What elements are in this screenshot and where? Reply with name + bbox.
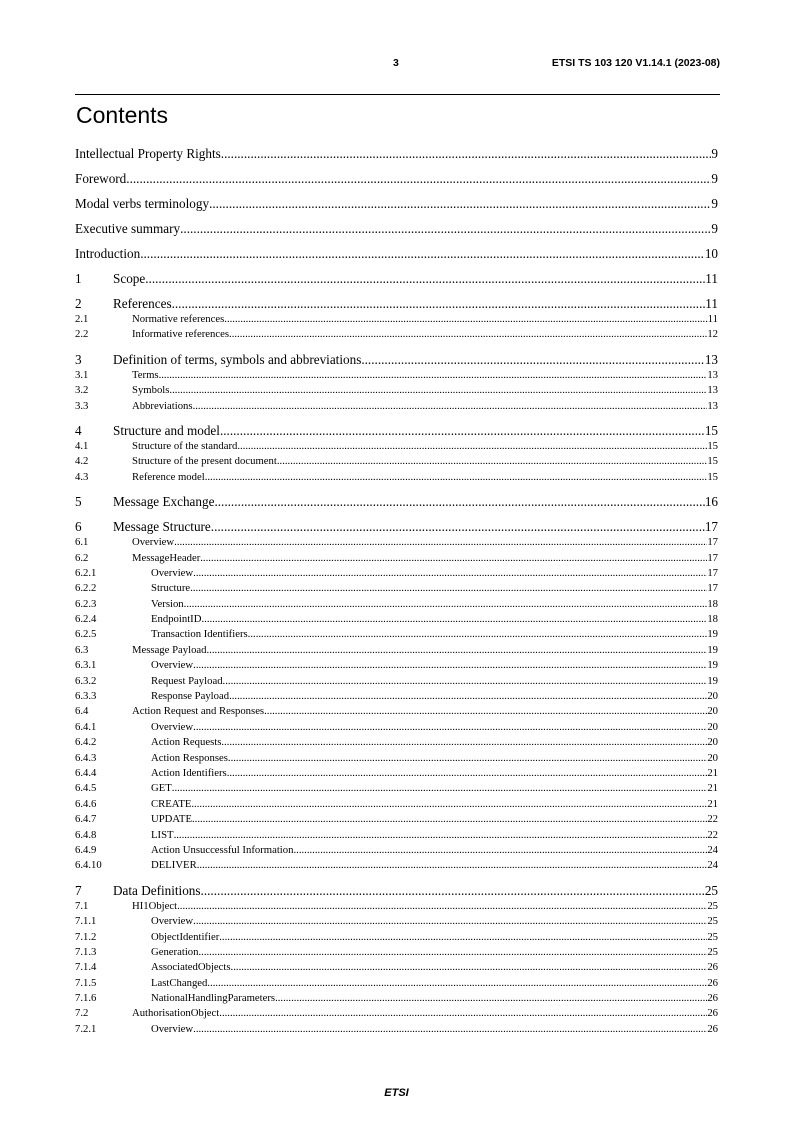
toc-dot-leader: [198, 946, 707, 958]
toc-entry[interactable]: [75, 844, 718, 859]
toc-dot-leader: [223, 675, 708, 687]
toc-entry-title: Request Payload: [151, 674, 223, 687]
toc-entry-page: 25: [704, 882, 718, 898]
toc-entry-page: 17: [704, 519, 718, 535]
toc-entry-page: 20: [707, 690, 718, 703]
toc-dot-leader: [193, 1023, 707, 1035]
toc-entry[interactable]: [75, 146, 718, 163]
toc-entry[interactable]: [75, 1007, 718, 1022]
toc-entry[interactable]: [75, 369, 718, 384]
toc-entry[interactable]: [75, 721, 718, 736]
toc-entry-title: Executive summary: [75, 221, 181, 236]
toc-dot-leader: [211, 519, 705, 535]
toc-entry[interactable]: [75, 644, 718, 659]
toc-entry-page: 13: [707, 399, 718, 412]
toc-dot-leader: [275, 992, 707, 1004]
toc-entry-number: 7: [75, 882, 82, 898]
toc-dot-leader: [197, 859, 708, 871]
toc-entry-number: 6.1: [75, 536, 89, 549]
toc-dot-leader: [227, 767, 708, 779]
toc-entry-number: 6.2.5: [75, 628, 97, 641]
toc-entry-number: 6.2.1: [75, 566, 97, 579]
toc-dot-leader: [174, 829, 708, 841]
toc-entry-title: Action Unsuccessful Information: [151, 843, 294, 856]
toc-entry-page: 15: [707, 439, 718, 452]
toc-entry-title: Overview: [151, 915, 194, 928]
toc-dot-leader: [201, 613, 707, 625]
toc-entry-title: Overview: [132, 536, 175, 549]
toc-entry-title: AuthorisationObject: [132, 1007, 220, 1020]
toc-entry-title: Overview: [151, 659, 194, 672]
toc-entry-title: Foreword: [75, 171, 127, 186]
toc-dot-leader: [159, 369, 708, 381]
toc-dot-leader: [219, 931, 707, 943]
toc-entry-number: 6.2: [75, 551, 89, 564]
toc-dot-leader: [184, 598, 708, 610]
toc-entry-title: Data Definitions: [113, 882, 201, 898]
toc-entry[interactable]: [75, 628, 718, 643]
toc-entry-title: Transaction Identifiers: [151, 628, 248, 641]
toc-entry-page: 21: [707, 797, 718, 810]
toc-entry-page: 21: [707, 766, 718, 779]
toc-entry-title: ObjectIdentifier: [151, 930, 220, 943]
toc-dot-leader: [231, 961, 708, 973]
toc-entry-page: 22: [707, 828, 718, 841]
toc-entry[interactable]: [75, 271, 718, 288]
toc-entry-number: 5: [75, 494, 82, 510]
toc-entry-title: Overview: [151, 566, 194, 579]
toc-entry-title: LastChanged: [151, 976, 208, 989]
toc-entry-number: 7.1.3: [75, 945, 97, 958]
toc-entry-page: 9: [711, 146, 718, 161]
toc-entry-title: Definition of terms, symbols and abbreviations: [113, 351, 362, 367]
toc-entry[interactable]: [75, 352, 718, 369]
toc-entry[interactable]: [75, 690, 718, 705]
toc-entry-title: Structure and model: [113, 422, 220, 438]
toc-entry-number: 3: [75, 351, 82, 367]
toc-entry-page: 26: [707, 976, 718, 989]
toc-entry-number: 6.4.7: [75, 813, 97, 826]
toc-entry-title: Introduction: [75, 246, 141, 261]
toc-entry-number: 4.1: [75, 439, 89, 452]
toc-entry-page: 26: [707, 1007, 718, 1020]
toc-entry-title: Generation: [151, 945, 199, 958]
toc-entry-title: Action Request and Responses: [132, 705, 265, 718]
toc-entry-number: 7.2.1: [75, 1022, 97, 1035]
toc-entry-number: 2.1: [75, 313, 89, 325]
toc-entry-page: 25: [707, 899, 718, 912]
toc-entry-title: Message Exchange: [113, 494, 215, 510]
toc-dot-leader: [224, 313, 707, 325]
toc-dot-leader: [177, 900, 707, 912]
toc-entry[interactable]: [75, 328, 718, 343]
toc-entry-title: Version: [151, 597, 184, 610]
toc-dot-leader: [145, 271, 705, 287]
toc-entry-number: 6.4.9: [75, 843, 97, 856]
toc-entry-number: 6.2.3: [75, 597, 97, 610]
toc-entry[interactable]: [75, 246, 718, 263]
toc-entry-page: 25: [707, 915, 718, 928]
toc-dot-leader: [200, 552, 707, 564]
toc-entry[interactable]: [75, 384, 718, 399]
toc-entry-number: 4.2: [75, 455, 89, 468]
toc-entry-page: 19: [707, 628, 718, 641]
toc-entry[interactable]: [75, 598, 718, 613]
toc-entry[interactable]: [75, 552, 718, 567]
toc-entry-page: 15: [707, 455, 718, 468]
page-title: Contents: [76, 102, 169, 128]
toc-entry-page: 15: [704, 422, 718, 438]
toc-entry[interactable]: [75, 519, 718, 536]
toc-entry-number: 7.1.5: [75, 976, 97, 989]
toc-entry-number: 7.1.1: [75, 915, 97, 928]
toc-entry-number: 4: [75, 422, 82, 438]
toc-entry-title: HI1Object: [132, 899, 178, 912]
toc-entry-page: 22: [707, 813, 718, 826]
page-header: [75, 57, 720, 73]
toc-entry-title: Response Payload: [151, 690, 230, 703]
toc-entry-number: 7.1: [75, 899, 89, 912]
toc-entry-page: 20: [707, 736, 718, 749]
toc-entry-number: 6.4.5: [75, 782, 97, 795]
toc-entry-page: 12: [707, 328, 718, 341]
toc-dot-leader: [229, 690, 707, 702]
toc-entry-number: 6.3.1: [75, 659, 97, 672]
toc-entry-title: Overview: [151, 1022, 194, 1035]
toc-dot-leader: [207, 644, 708, 656]
toc-entry-number: 4.3: [75, 470, 89, 483]
toc-dot-leader: [169, 384, 707, 396]
toc-entry-number: 6.2.4: [75, 613, 97, 626]
toc-entry-page: 26: [707, 961, 718, 974]
toc-entry-title: EndpointID: [151, 613, 202, 626]
toc-entry-page: 19: [707, 659, 718, 672]
toc-entry-page: 24: [707, 843, 718, 856]
toc-entry-title: Message Structure: [113, 519, 211, 535]
toc-dot-leader: [277, 455, 707, 467]
toc-entry[interactable]: [75, 675, 718, 690]
toc-dot-leader: [248, 628, 708, 640]
toc-dot-leader: [361, 352, 704, 368]
toc-entry-page: 10: [704, 246, 718, 261]
toc-entry-title: MessageHeader: [132, 551, 201, 564]
toc-entry-title: Overview: [151, 720, 194, 733]
toc-entry-number: 6: [75, 519, 82, 535]
toc-entry[interactable]: [75, 977, 718, 992]
toc-entry-title: DELIVER: [151, 859, 197, 872]
toc-entry[interactable]: [75, 1023, 718, 1038]
toc-entry-title: Reference model: [132, 470, 205, 483]
toc-dot-leader: [264, 705, 707, 717]
toc-entry-title: Symbols: [132, 384, 170, 397]
toc-dot-leader: [192, 813, 707, 825]
toc-entry[interactable]: [75, 946, 718, 961]
toc-entry-number: 6.4.2: [75, 736, 97, 749]
toc-dot-leader: [180, 221, 711, 237]
toc-entry-number: 6.4.10: [75, 859, 102, 872]
toc-entry-page: 19: [707, 643, 718, 656]
toc-dot-leader: [219, 1007, 707, 1019]
toc-entry[interactable]: [75, 900, 718, 915]
toc-entry[interactable]: [75, 536, 718, 551]
toc-entry[interactable]: [75, 859, 718, 874]
toc-dot-leader: [209, 196, 711, 212]
toc-entry-number: 6.3.2: [75, 674, 97, 687]
toc-entry-title: Structure of the standard: [132, 439, 238, 452]
toc-entry-page: 26: [707, 992, 718, 1005]
toc-entry[interactable]: [75, 798, 718, 813]
toc-dot-leader: [174, 536, 707, 548]
toc-entry-number: 3.3: [75, 399, 89, 412]
toc-entry[interactable]: [75, 767, 718, 782]
toc-entry[interactable]: [75, 931, 718, 946]
toc-entry-title: Action Identifiers: [151, 766, 227, 779]
toc-entry[interactable]: [75, 567, 718, 582]
toc-entry-number: 6.4.6: [75, 797, 97, 810]
toc-dot-leader: [207, 977, 707, 989]
toc-entry-page: 9: [711, 196, 718, 211]
toc-entry[interactable]: [75, 992, 718, 1007]
toc-entry-number: 6.2.2: [75, 582, 97, 595]
toc-entry-number: 7.1.4: [75, 961, 97, 974]
toc-entry-page: 15: [707, 470, 718, 483]
page-number: 3: [393, 57, 399, 69]
toc-entry-title: Structure: [151, 582, 191, 595]
toc-dot-leader: [126, 171, 711, 187]
toc-entry-page: 13: [707, 368, 718, 381]
toc-entry[interactable]: [75, 313, 718, 328]
toc-entry[interactable]: [75, 423, 718, 440]
toc-entry-title: UPDATE: [151, 813, 192, 826]
toc-entry-page: 24: [707, 859, 718, 872]
toc-entry[interactable]: [75, 829, 718, 844]
toc-entry[interactable]: [75, 440, 718, 455]
header-rule: [75, 94, 720, 95]
toc-entry-title: Intellectual Property Rights: [75, 146, 221, 161]
toc-dot-leader: [205, 471, 708, 483]
table-of-contents: [75, 146, 718, 1038]
toc-entry[interactable]: [75, 659, 718, 674]
document-id: ETSI TS 103 120 V1.14.1 (2023-08): [551, 57, 720, 69]
page-footer: ETSI: [384, 1087, 409, 1099]
toc-dot-leader: [140, 246, 705, 262]
toc-dot-leader: [221, 736, 707, 748]
toc-dot-leader: [193, 721, 707, 733]
toc-dot-leader: [193, 567, 707, 579]
toc-entry-title: AssociatedObjects: [151, 961, 231, 974]
toc-entry-number: 2: [75, 296, 82, 311]
toc-entry-page: 13: [707, 384, 718, 397]
toc-entry-number: 6.4.4: [75, 766, 97, 779]
toc-entry-page: 20: [707, 705, 718, 718]
toc-dot-leader: [237, 440, 707, 452]
toc-entry-number: 3.2: [75, 384, 89, 397]
toc-entry-page: 17: [707, 566, 718, 579]
toc-entry-page: 19: [707, 674, 718, 687]
toc-entry-title: Action Responses: [151, 751, 228, 764]
toc-entry-number: 7.1.2: [75, 930, 97, 943]
toc-dot-leader: [191, 798, 707, 810]
toc-dot-leader: [229, 328, 707, 340]
toc-entry-title: Informative references: [132, 328, 230, 341]
toc-entry[interactable]: [75, 736, 718, 751]
toc-entry[interactable]: [75, 455, 718, 470]
toc-entry[interactable]: [75, 813, 718, 828]
toc-dot-leader: [221, 146, 712, 162]
toc-entry[interactable]: [75, 782, 718, 797]
toc-dot-leader: [214, 494, 704, 510]
toc-entry-page: 20: [707, 720, 718, 733]
toc-entry-page: 25: [707, 945, 718, 958]
toc-entry-number: 6.4.8: [75, 828, 97, 841]
toc-entry-title: Abbreviations: [132, 399, 193, 412]
toc-entry-number: 7.2: [75, 1007, 89, 1020]
toc-entry-page: 20: [707, 751, 718, 764]
toc-entry[interactable]: [75, 613, 718, 628]
toc-entry-number: 6.4: [75, 705, 89, 718]
toc-entry[interactable]: [75, 296, 718, 313]
toc-dot-leader: [190, 582, 707, 594]
toc-entry-title: Modal verbs terminology: [75, 196, 210, 211]
toc-dot-leader: [172, 296, 706, 312]
toc-entry-title: LIST: [151, 828, 174, 841]
toc-entry-number: 1: [75, 271, 82, 286]
toc-dot-leader: [172, 782, 708, 794]
toc-entry-title: References: [113, 296, 172, 311]
toc-entry-page: 18: [707, 597, 718, 610]
toc-entry-page: 26: [707, 1022, 718, 1035]
toc-entry-title: Terms: [132, 368, 159, 381]
toc-entry-page: 13: [704, 351, 718, 367]
toc-entry[interactable]: [75, 961, 718, 976]
toc-entry[interactable]: [75, 705, 718, 720]
toc-entry-page: 11: [707, 313, 718, 325]
toc-entry-page: 17: [707, 582, 718, 595]
toc-entry-page: 25: [707, 930, 718, 943]
toc-entry-page: 11: [705, 271, 718, 286]
toc-entry-page: 18: [707, 613, 718, 626]
toc-entry-number: 6.3: [75, 643, 89, 656]
toc-entry[interactable]: [75, 752, 718, 767]
toc-entry-page: 21: [707, 782, 718, 795]
toc-entry-title: CREATE: [151, 797, 192, 810]
toc-entry[interactable]: [75, 494, 718, 511]
toc-entry[interactable]: [75, 400, 718, 415]
toc-entry-title: Message Payload: [132, 643, 207, 656]
toc-entry-page: 17: [707, 551, 718, 564]
toc-entry-number: 6.4.1: [75, 720, 97, 733]
toc-dot-leader: [201, 883, 705, 899]
toc-entry-number: 3.1: [75, 368, 89, 381]
toc-entry-number: 6.3.3: [75, 690, 97, 703]
toc-entry-title: Scope: [113, 271, 146, 286]
toc-entry[interactable]: [75, 915, 718, 930]
toc-entry-page: 9: [711, 171, 718, 186]
toc-entry-number: 6.4.3: [75, 751, 97, 764]
toc-entry-page: 16: [704, 494, 718, 510]
toc-entry[interactable]: [75, 221, 718, 238]
toc-entry[interactable]: [75, 471, 718, 486]
toc-entry[interactable]: [75, 196, 718, 213]
toc-entry[interactable]: [75, 171, 718, 188]
toc-entry-page: 11: [705, 296, 718, 311]
toc-entry-number: 2.2: [75, 328, 89, 341]
toc-entry-title: Structure of the present document: [132, 455, 277, 468]
toc-dot-leader: [193, 659, 707, 671]
toc-entry[interactable]: [75, 883, 718, 900]
toc-dot-leader: [293, 844, 707, 856]
toc-entry-number: 7.1.6: [75, 992, 97, 1005]
toc-entry-title: Normative references: [132, 313, 225, 325]
toc-entry-title: GET: [151, 782, 172, 795]
toc-dot-leader: [220, 423, 705, 439]
toc-entry-title: NationalHandlingParameters: [151, 992, 276, 1005]
toc-dot-leader: [193, 915, 707, 927]
toc-entry-page: 17: [707, 536, 718, 549]
toc-entry-title: Action Requests: [151, 736, 222, 749]
toc-entry[interactable]: [75, 582, 718, 597]
toc-dot-leader: [193, 400, 708, 412]
toc-dot-leader: [228, 752, 707, 764]
toc-entry-page: 9: [711, 221, 718, 236]
